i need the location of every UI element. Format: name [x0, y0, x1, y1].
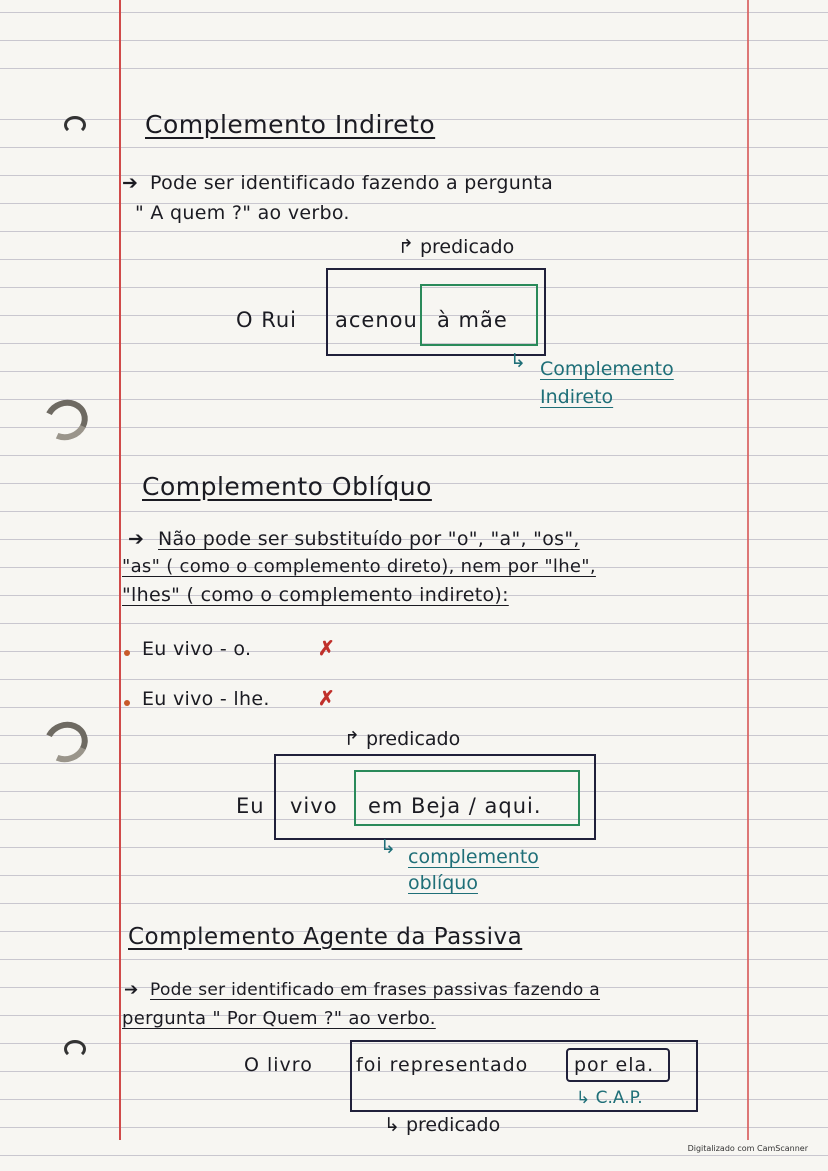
- co-bullet-icon: [124, 650, 130, 656]
- co-bullet-icon: [124, 700, 130, 706]
- binder-ring-icon: [64, 1040, 86, 1058]
- cap-predicado-label: ↳ predicado: [384, 1114, 501, 1136]
- ci-complement: à mãe: [437, 308, 508, 332]
- cap-predicado-text: predicado: [405, 1114, 501, 1136]
- left-margin-line: [119, 0, 121, 1140]
- co-example-1: Eu vivo - o.: [142, 638, 252, 660]
- ci-text-line-2: " A quem ?" ao verbo.: [135, 202, 350, 224]
- co-text-line-2: "as" ( como o complemento direto), nem por "lhe",: [122, 556, 596, 577]
- ci-arrow-down-icon: ↳: [510, 350, 526, 372]
- ci-label-line-1: Complemento: [540, 358, 674, 380]
- cap-text-line-1: Pode ser identificado em frases passivas fazendo a: [150, 980, 600, 1000]
- co-verb: vivo: [290, 794, 338, 818]
- co-complement: em Beja / aqui.: [368, 794, 542, 818]
- co-predicado-text: predicado: [365, 728, 461, 750]
- co-predicado-label: ↱ predicado: [344, 728, 461, 750]
- ci-predicado-text: predicado: [419, 236, 515, 258]
- co-arrow-down-icon: ↳: [380, 836, 396, 858]
- cap-arrow-icon: ➔: [124, 980, 139, 1000]
- cap-abbr: ↳ C.A.P.: [576, 1088, 643, 1108]
- co-wrong-mark-2: ✗: [318, 686, 335, 710]
- scanner-watermark: Digitalizado com CamScanner: [687, 1144, 808, 1153]
- binder-ring-icon: [38, 394, 93, 447]
- cap-text-line-2: pergunta " Por Quem ?" ao verbo.: [122, 1008, 436, 1029]
- heading-complemento-indireto: Complemento Indireto: [145, 110, 436, 139]
- ci-subject: O Rui: [236, 308, 297, 332]
- co-example-2: Eu vivo - lhe.: [142, 688, 270, 710]
- ci-predicado-label: ↱ predicado: [398, 236, 515, 258]
- ci-label-line-2: Indireto: [540, 386, 614, 408]
- ci-text-line-1: Pode ser identificado fazendo a pergunta: [150, 172, 554, 194]
- co-text-line-1: Não pode ser substituído por "o", "a", "os",: [158, 528, 580, 550]
- ci-arrow-icon: ➔: [122, 172, 139, 194]
- cap-subject: O livro: [244, 1054, 313, 1076]
- right-margin-line: [747, 0, 749, 1140]
- binder-ring-icon: [64, 116, 86, 134]
- co-label-line-2: oblíquo: [408, 872, 478, 894]
- co-text-line-3: "lhes" ( como o complemento indireto):: [122, 584, 509, 606]
- heading-complemento-agente-passiva: Complemento Agente da Passiva: [128, 924, 523, 950]
- binder-ring-icon: [38, 716, 93, 769]
- heading-complemento-obliquo: Complemento Oblíquo: [142, 472, 432, 501]
- cap-verb: foi representado: [356, 1054, 529, 1076]
- co-label-line-1: complemento: [408, 846, 539, 868]
- co-subject: Eu: [236, 794, 265, 818]
- co-arrow-icon: ➔: [128, 528, 145, 550]
- co-wrong-mark-1: ✗: [318, 636, 335, 660]
- cap-complement: por ela.: [574, 1054, 655, 1076]
- cap-abbr-text: C.A.P.: [595, 1088, 643, 1108]
- ci-verb: acenou: [335, 308, 418, 332]
